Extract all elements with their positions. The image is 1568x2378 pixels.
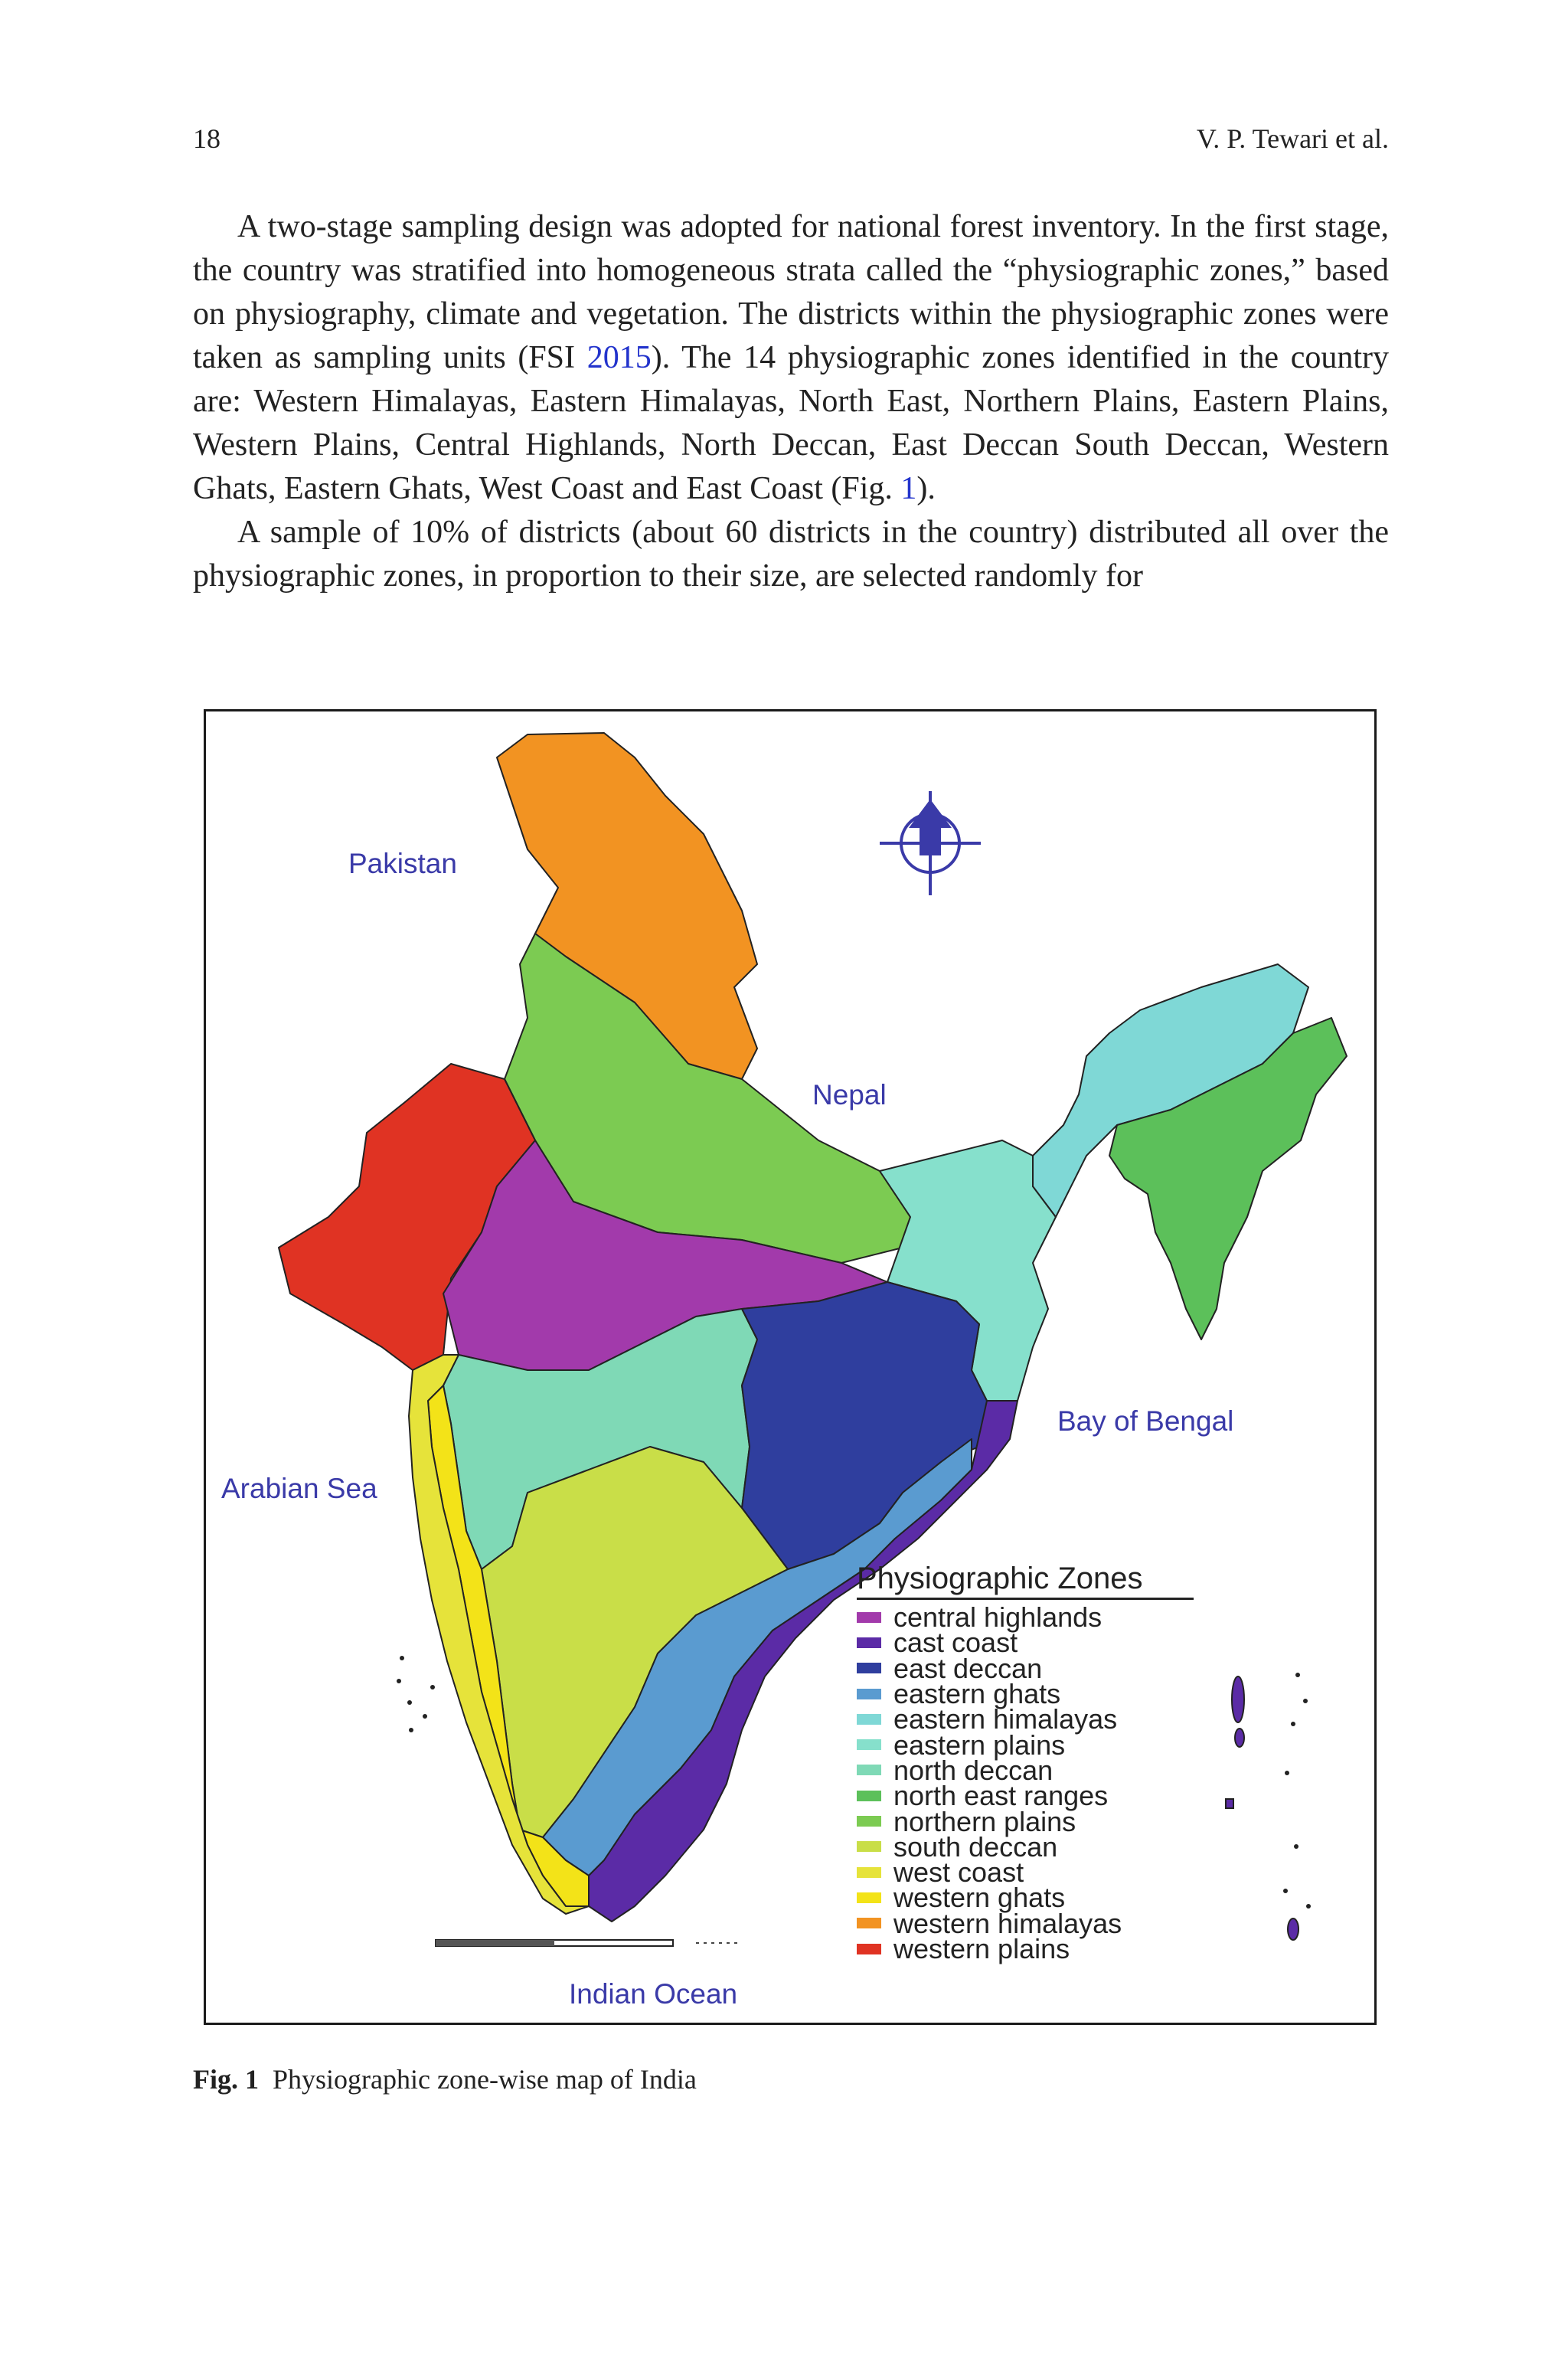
- paragraph-1-text-b: ). The 14 physiographic zones identified in the country are: Western Himalayas, Eastern Himalayas, North East, Northern Plains, Eastern Plains, Western Plains, Central Highlands, North Deccan, East Deccan South Deccan, Western Ghats, Eastern Ghats, West Coast and East Coast (Fig.: [193, 340, 1389, 506]
- legend-item: [857, 1805, 1217, 1837]
- legend-label: eastern ghats: [893, 1678, 1061, 1710]
- legend-swatch: [857, 1739, 881, 1750]
- legend-item: [857, 1856, 1217, 1889]
- legend-item: [857, 1627, 1217, 1659]
- figure-caption-text: Physiographic zone-wise map of India: [273, 2064, 697, 2095]
- legend-swatch: [857, 1892, 881, 1903]
- citation-link-fsi-2015[interactable]: 2015: [586, 340, 652, 375]
- legend-swatch: [857, 1791, 881, 1801]
- legend-label: western plains: [893, 1933, 1070, 1964]
- label-nepal: Nepal: [812, 1079, 887, 1110]
- legend-label: west coast: [893, 1856, 1024, 1889]
- legend-item: [857, 1780, 1217, 1812]
- legend-swatch: [857, 1944, 881, 1954]
- paragraph-1-text-a: A two-stage sampling design was adopted for national forest inventory. In the first stage, the country was stratified into homogeneous strata called the “physiographic zones,” based on physiography, climate and vegetation. The districts within the physiographic zones were taken as sampling units (FSI: [193, 209, 1389, 375]
- figure-label: Fig. 1: [193, 2064, 259, 2095]
- legend-item: [857, 1652, 1217, 1684]
- legend-item: [857, 1754, 1217, 1786]
- legend-swatch: [857, 1714, 881, 1725]
- legend-swatch: [857, 1663, 881, 1673]
- legend-label: east deccan: [893, 1652, 1043, 1684]
- legend-swatch: [857, 1816, 881, 1827]
- figure-link-1[interactable]: 1: [900, 471, 917, 506]
- paragraph-2: A sample of 10% of districts (about 60 districts in the country) distributed all over the physiographic zones, in proportion to their size, are selected randomly for: [193, 515, 1389, 594]
- legend-swatch: [857, 1689, 881, 1699]
- legend-label: north deccan: [893, 1754, 1054, 1786]
- legend-item: [857, 1729, 1217, 1761]
- legend-label: western himalayas: [893, 1907, 1122, 1939]
- compass-icon: [880, 791, 981, 895]
- legend-swatch: [857, 1867, 881, 1878]
- legend: [857, 1562, 1217, 1964]
- label-bay-of-bengal: Bay of Bengal: [1057, 1405, 1234, 1437]
- figure-map: [204, 709, 1377, 2025]
- label-pakistan: Pakistan: [348, 848, 457, 879]
- legend-swatch: [857, 1612, 881, 1623]
- legend-label: northern plains: [893, 1805, 1076, 1837]
- legend-swatch: [857, 1765, 881, 1775]
- legend-title: Physiographic Zones: [857, 1562, 1194, 1600]
- label-arabian-sea: Arabian Sea: [221, 1473, 377, 1504]
- legend-label: eastern himalayas: [893, 1703, 1118, 1735]
- body-text: [193, 205, 1389, 598]
- islands: [1226, 1676, 1298, 1940]
- paragraph-1-text-c: ).: [916, 471, 936, 506]
- legend-items: [857, 1601, 1217, 1964]
- legend-label: eastern plains: [893, 1729, 1066, 1761]
- legend-label: south deccan: [893, 1830, 1058, 1863]
- zone-east-deccan: [742, 1282, 987, 1569]
- legend-label: central highlands: [893, 1601, 1102, 1634]
- running-head: V. P. Tewari et al.: [1196, 123, 1389, 154]
- legend-swatch: [857, 1841, 881, 1852]
- scale-bar: [436, 1940, 742, 1946]
- page-number: 18: [193, 123, 220, 154]
- legend-label: north east ranges: [893, 1780, 1109, 1812]
- label-indian-ocean: Indian Ocean: [569, 1978, 738, 2010]
- legend-label: western ghats: [893, 1882, 1066, 1914]
- legend-swatch: [857, 1637, 881, 1648]
- legend-item: [857, 1830, 1217, 1863]
- legend-item: [857, 1601, 1217, 1634]
- figure-caption: [193, 2063, 697, 2095]
- legend-swatch: [857, 1918, 881, 1928]
- legend-item: [857, 1907, 1217, 1939]
- legend-item: [857, 1933, 1217, 1964]
- paragraph-1: [193, 205, 1389, 511]
- legend-item: [857, 1678, 1217, 1710]
- legend-label: cast coast: [893, 1627, 1018, 1659]
- legend-item: [857, 1703, 1217, 1735]
- legend-item: [857, 1882, 1217, 1914]
